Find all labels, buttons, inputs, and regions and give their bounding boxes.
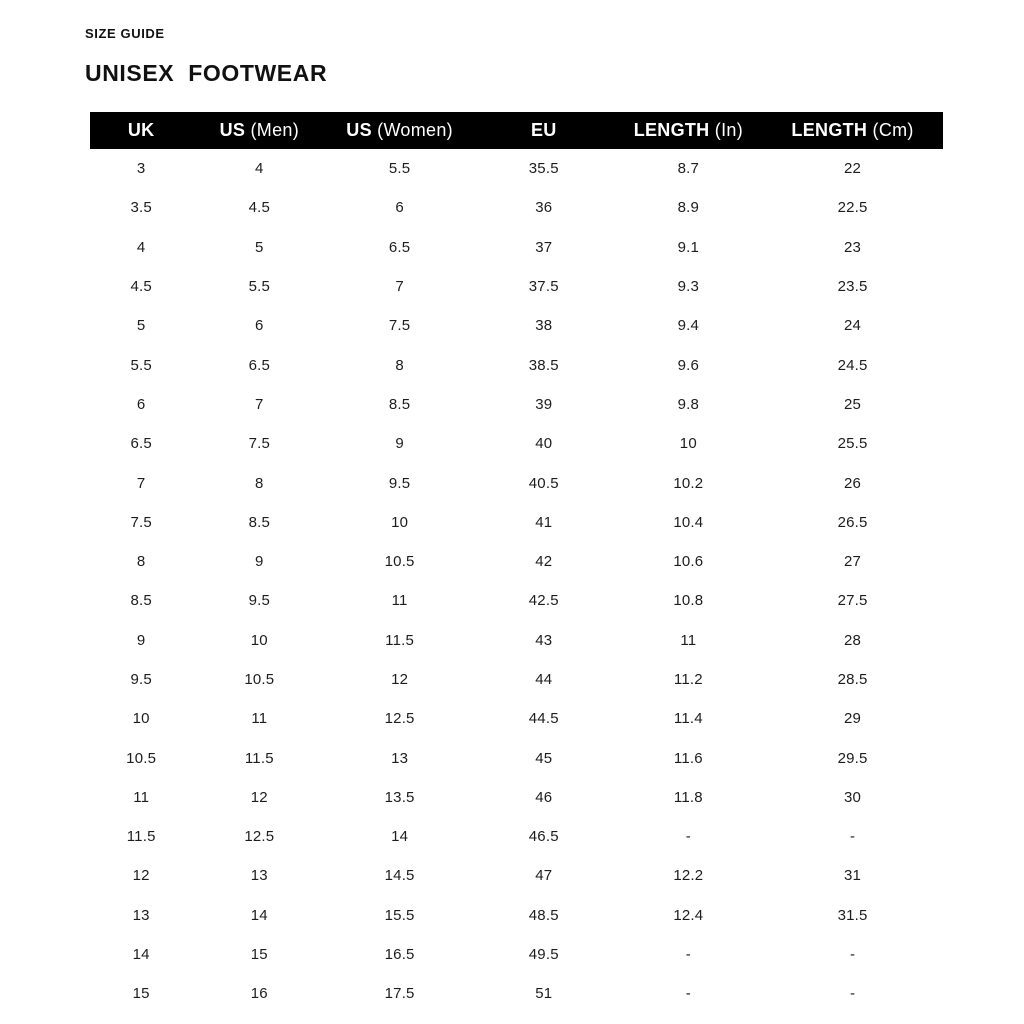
size-row xyxy=(90,385,943,424)
page-title: UNISEX FOOTWEAR xyxy=(85,60,328,86)
size-cell: 45 xyxy=(535,749,553,767)
column-header-bold-text: LENGTH xyxy=(791,120,868,140)
size-cell: 17.5 xyxy=(384,985,415,1003)
size-cell: 12.4 xyxy=(673,906,704,924)
size-cell: 8 xyxy=(136,553,146,571)
column-header-us-women xyxy=(326,112,473,149)
size-cell: 8.5 xyxy=(388,395,411,413)
size-cell: 12 xyxy=(250,788,268,806)
size-cell: 8.7 xyxy=(677,160,700,178)
size-cell: 12.2 xyxy=(673,867,704,885)
size-cell: 6.5 xyxy=(248,356,271,374)
size-cell: 9.4 xyxy=(677,317,700,335)
size-cell: 10.6 xyxy=(673,553,704,571)
size-cell: 9.5 xyxy=(388,474,411,492)
size-cell: 38 xyxy=(535,317,553,335)
size-cell: 10 xyxy=(250,631,268,649)
column-header-length-in xyxy=(615,112,763,149)
size-guide-label: SIZE GUIDE xyxy=(85,26,165,41)
size-cell: 51 xyxy=(535,985,553,1003)
size-cell: 11 xyxy=(391,592,408,610)
size-cell: 6.5 xyxy=(388,238,411,256)
size-cell: 10.5 xyxy=(244,671,275,688)
size-cell: 29.5 xyxy=(837,749,868,767)
size-cell: 5 xyxy=(136,317,146,335)
size-cell: 10.4 xyxy=(673,513,704,531)
size-cell: 23.5 xyxy=(837,278,868,296)
size-cell: 7.5 xyxy=(130,513,152,531)
size-cell: 11.2 xyxy=(673,671,703,688)
size-cell: 14 xyxy=(132,946,150,964)
size-cell: 15 xyxy=(132,985,150,1003)
size-cell: - xyxy=(685,985,691,1003)
size-cell: 12 xyxy=(132,867,150,885)
size-cell: 29 xyxy=(844,710,862,728)
size-cell: 37 xyxy=(535,238,553,256)
size-cell: 8 xyxy=(395,356,404,374)
column-header-bold-text: UK xyxy=(127,120,155,140)
size-cell: 35.5 xyxy=(528,160,559,178)
size-cell: 16.5 xyxy=(384,946,415,964)
size-row xyxy=(90,699,943,738)
size-cell: 8.9 xyxy=(677,199,700,217)
size-cell: 5.5 xyxy=(388,160,411,178)
size-row xyxy=(90,660,943,699)
size-cell: 4.5 xyxy=(130,278,152,296)
size-cell: 42 xyxy=(535,553,553,571)
size-cell: 9.8 xyxy=(677,395,700,413)
size-cell: 10.5 xyxy=(384,553,415,571)
size-cell: 42.5 xyxy=(528,592,559,610)
size-cell: 9 xyxy=(395,435,404,453)
size-cell: 9.5 xyxy=(130,671,152,688)
size-cell: 11.4 xyxy=(673,710,703,728)
size-row xyxy=(90,621,943,660)
size-cell: 8.5 xyxy=(248,513,271,531)
size-cell: 25 xyxy=(844,395,862,413)
size-cell: 13 xyxy=(250,867,268,885)
size-cell: 36 xyxy=(535,199,553,217)
size-cell: 40 xyxy=(535,435,553,453)
size-cell: 15.5 xyxy=(384,906,415,924)
size-cell: 13.5 xyxy=(384,788,415,806)
size-cell: 41 xyxy=(535,513,553,531)
size-cell: 11 xyxy=(680,631,697,649)
size-cell: 28 xyxy=(844,631,862,649)
size-cell: 44.5 xyxy=(528,710,559,728)
size-cell: 9 xyxy=(136,631,146,649)
size-cell: 10.2 xyxy=(673,474,704,492)
size-cell: 5.5 xyxy=(248,278,271,296)
size-cell: 10 xyxy=(132,710,150,728)
column-header-qualifier-text: (In) xyxy=(709,120,743,140)
header-row xyxy=(90,112,943,149)
size-cell: 38.5 xyxy=(528,356,559,374)
column-header-us-men xyxy=(192,112,326,149)
size-cell: 44 xyxy=(535,671,553,688)
size-row xyxy=(90,345,943,384)
size-row xyxy=(90,896,943,935)
size-cell: 14.5 xyxy=(384,867,415,885)
size-cell: 11.5 xyxy=(244,749,274,767)
size-cell: 7 xyxy=(136,474,146,492)
size-cell: 7.5 xyxy=(388,317,411,335)
size-cell: 13 xyxy=(132,906,150,924)
size-cell: 6 xyxy=(395,199,404,217)
size-cell: - xyxy=(685,828,691,846)
size-row xyxy=(90,149,943,188)
size-cell: 25.5 xyxy=(837,435,868,453)
column-header-bold-text: LENGTH xyxy=(633,120,710,140)
size-cell: 8.5 xyxy=(130,592,152,610)
size-row xyxy=(90,738,943,777)
size-cell: 4.5 xyxy=(248,199,271,217)
size-cell: 6.5 xyxy=(130,435,152,453)
size-cell: - xyxy=(849,985,856,1003)
size-cell: 16 xyxy=(250,985,268,1003)
size-row xyxy=(90,542,943,581)
size-row xyxy=(90,856,943,895)
size-row xyxy=(90,463,943,502)
size-cell: 26.5 xyxy=(837,513,868,531)
size-cell: 9.6 xyxy=(677,356,700,374)
size-cell: 11 xyxy=(133,788,150,806)
size-cell: 11.5 xyxy=(385,631,415,649)
size-cell: 13 xyxy=(391,749,409,767)
size-cell: 6 xyxy=(136,395,146,413)
size-cell: 24 xyxy=(844,317,862,335)
size-cell: 10.8 xyxy=(673,592,704,610)
size-row xyxy=(90,188,943,227)
size-cell: 10.5 xyxy=(126,749,157,767)
size-cell: 22.5 xyxy=(837,199,868,217)
size-cell: 9.5 xyxy=(248,592,271,610)
size-cell: 8 xyxy=(255,474,264,492)
column-header-length-cm xyxy=(762,112,943,149)
size-cell: 3.5 xyxy=(130,199,152,217)
column-header-eu xyxy=(473,112,615,149)
size-cell: 7.5 xyxy=(248,435,271,453)
size-cell: 28.5 xyxy=(837,671,868,688)
size-table-body xyxy=(90,149,943,1014)
size-cell: 7 xyxy=(255,395,264,413)
size-cell: 6 xyxy=(255,317,264,335)
size-cell: 43 xyxy=(535,631,553,649)
size-row xyxy=(90,503,943,542)
size-cell: 11.5 xyxy=(126,828,156,846)
size-conversion-table xyxy=(90,112,943,1014)
column-header-qualifier-text: (Men) xyxy=(245,120,300,140)
size-cell: 10 xyxy=(391,513,409,531)
size-cell: 23 xyxy=(844,238,862,256)
size-cell: 27.5 xyxy=(837,592,868,610)
size-cell: 9.1 xyxy=(677,238,700,256)
size-cell: - xyxy=(849,946,856,964)
size-cell: 7 xyxy=(395,278,404,296)
size-row xyxy=(90,778,943,817)
size-cell: 27 xyxy=(844,553,862,571)
size-cell: 11.8 xyxy=(673,788,703,806)
size-table-header xyxy=(90,112,943,149)
size-cell: 5.5 xyxy=(130,356,152,374)
column-header-bold-text: US xyxy=(346,120,372,140)
size-cell: - xyxy=(849,828,856,846)
size-cell: 11.6 xyxy=(673,749,703,767)
size-cell: 9 xyxy=(255,553,264,571)
size-cell: 10 xyxy=(679,435,697,453)
size-row xyxy=(90,817,943,856)
size-cell: 49.5 xyxy=(528,946,559,964)
size-cell: 9.3 xyxy=(677,278,700,296)
column-header-qualifier-text: (Cm) xyxy=(867,120,914,140)
size-cell: 15 xyxy=(250,946,268,964)
size-cell: - xyxy=(685,946,691,964)
size-cell: 12.5 xyxy=(384,710,415,728)
size-cell: 46 xyxy=(535,788,553,806)
size-cell: 30 xyxy=(844,788,862,806)
size-cell: 3 xyxy=(136,160,146,178)
size-cell: 40.5 xyxy=(528,474,559,492)
size-cell: 14 xyxy=(391,828,409,846)
size-cell: 39 xyxy=(535,395,553,413)
size-cell: 11 xyxy=(251,710,268,728)
size-cell: 48.5 xyxy=(528,906,559,924)
size-row xyxy=(90,267,943,306)
size-cell: 37.5 xyxy=(528,278,559,296)
size-row xyxy=(90,424,943,463)
size-cell: 31 xyxy=(844,867,862,885)
column-header-bold-text: US xyxy=(219,120,246,140)
size-row xyxy=(90,581,943,620)
column-header-qualifier-text: (Women) xyxy=(371,120,453,140)
size-row xyxy=(90,935,943,974)
size-cell: 4 xyxy=(136,238,146,256)
size-row xyxy=(90,228,943,267)
size-cell: 31.5 xyxy=(837,906,868,924)
size-cell: 26 xyxy=(844,474,862,492)
size-row xyxy=(90,306,943,345)
size-cell: 12.5 xyxy=(244,828,275,846)
size-cell: 24.5 xyxy=(837,356,868,374)
size-cell: 12 xyxy=(391,671,409,688)
column-header-uk xyxy=(90,112,192,149)
size-row xyxy=(90,974,943,1013)
size-cell: 22 xyxy=(844,160,862,178)
size-cell: 5 xyxy=(255,238,264,256)
size-cell: 14 xyxy=(250,906,268,924)
size-cell: 47 xyxy=(535,867,553,885)
size-cell: 4 xyxy=(255,160,264,178)
size-cell: 46.5 xyxy=(528,828,559,846)
column-header-bold-text: EU xyxy=(530,120,557,140)
